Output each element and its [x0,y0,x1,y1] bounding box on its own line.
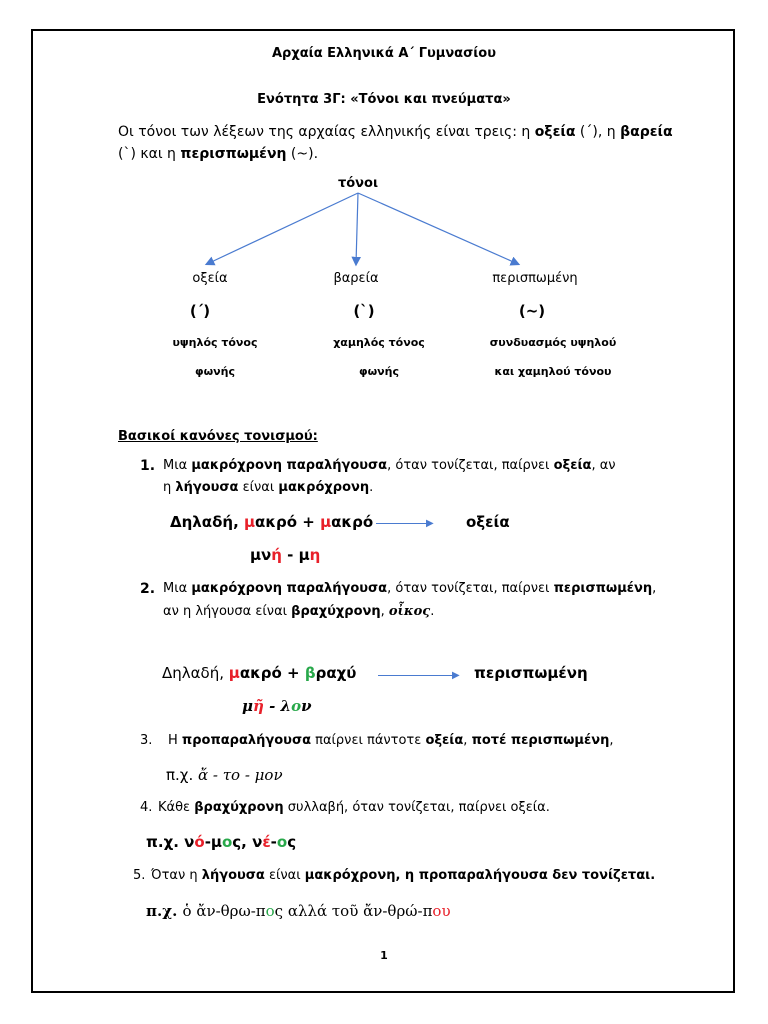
rule1-result: οξεία [466,513,510,531]
rules-heading: Βασικοί κανόνες τονισμού: [118,429,318,444]
rule3-number: 3. [140,733,153,748]
node-vareia: βαρεία [333,271,379,286]
rule2-line-2: αν η λήγουσα είναι βραχύχρονη, οἶκος. [163,604,435,619]
node-perispomeni: περισπωμένη [492,271,578,286]
arrow-to-oxeia [207,193,358,264]
rule2-example: Δηλαδή, μακρό + βραχύ [162,664,357,682]
desc-perispomeni-1: συνδυασμός υψηλού [489,336,617,349]
rule2-word: μῆ - λον [242,697,312,715]
rule5-line: Όταν η λήγουσα είναι μακρόχρονη, η προπαραλήγουσα δεν τονίζεται. [151,868,656,883]
intro-line-1: Οι τόνοι των λέξεων της αρχαίας ελληνικής είναι τρεις: η οξεία (΄), η βαρεία [118,124,673,140]
desc-oxeia-2: φωνής [194,365,235,378]
rule2-line-1: Μια μακρόχρονη παραλήγουσα, όταν τονίζεται, παίρνει περισπωμένη, [163,581,657,596]
symbol-oxeia: (΄) [189,302,211,320]
node-oxeia: οξεία [192,271,228,286]
rule1-example: Δηλαδή, μακρό + μακρό [170,513,374,531]
rule2-result: περισπωμένη [474,664,588,682]
page-subtitle: Ενότητα 3Γ: «Τόνοι και πνεύματα» [257,92,511,107]
desc-perispomeni-2: και χαμηλού τόνου [494,365,612,378]
desc-oxeia-1: υψηλός τόνος [172,336,258,349]
symbol-vareia: (`) [353,302,375,320]
diagram-arrows [0,0,768,300]
rule1-arrow [376,523,428,524]
desc-vareia-2: φωνής [358,365,399,378]
page-number: 1 [380,949,388,962]
intro-line-2: (`) και η περισπωμένη (~). [118,146,319,162]
page-title: Αρχαία Ελληνικά Α΄ Γυμνασίου [271,46,497,61]
rule3-line: Η προπαραλήγουσα παίρνει πάντοτε οξεία, ποτέ περισπωμένη, [168,733,614,748]
rule4-example: π.χ. νό-μος, νέ-ος [146,833,297,851]
arrow-to-perispomeni [358,193,518,264]
rule4-number: 4. [140,800,153,815]
rule1-line-1: Μια μακρόχρονη παραλήγουσα, όταν τονίζεται, παίρνει οξεία, αν [163,458,616,473]
symbol-perispomeni: (~) [518,302,546,320]
rule1-arrowhead-icon: ▶ [426,518,434,529]
arrow-to-vareia [356,193,358,264]
desc-vareia-1: χαμηλός τόνος [333,336,425,349]
rule1-line-2: η λήγουσα είναι μακρόχρονη. [163,480,374,495]
rule1-number: 1. [140,458,156,474]
rule1-word: μνή - μη [250,546,321,564]
diagram-root: τόνοι [337,176,379,191]
rule2-arrowhead-icon: ▶ [452,670,460,681]
rule3-example: π.χ. ἄ - το - μον [166,766,283,784]
rule5-example: π.χ. ὁ ἄν-θρω-πος αλλά τοῦ ἄν-θρώ-που [146,902,451,920]
rule5-number: 5. [133,868,146,883]
rule2-number: 2. [140,581,156,597]
rule2-arrow [378,675,454,676]
rule4-line: Κάθε βραχύχρονη συλλαβή, όταν τονίζεται, παίρνει οξεία. [158,800,550,815]
